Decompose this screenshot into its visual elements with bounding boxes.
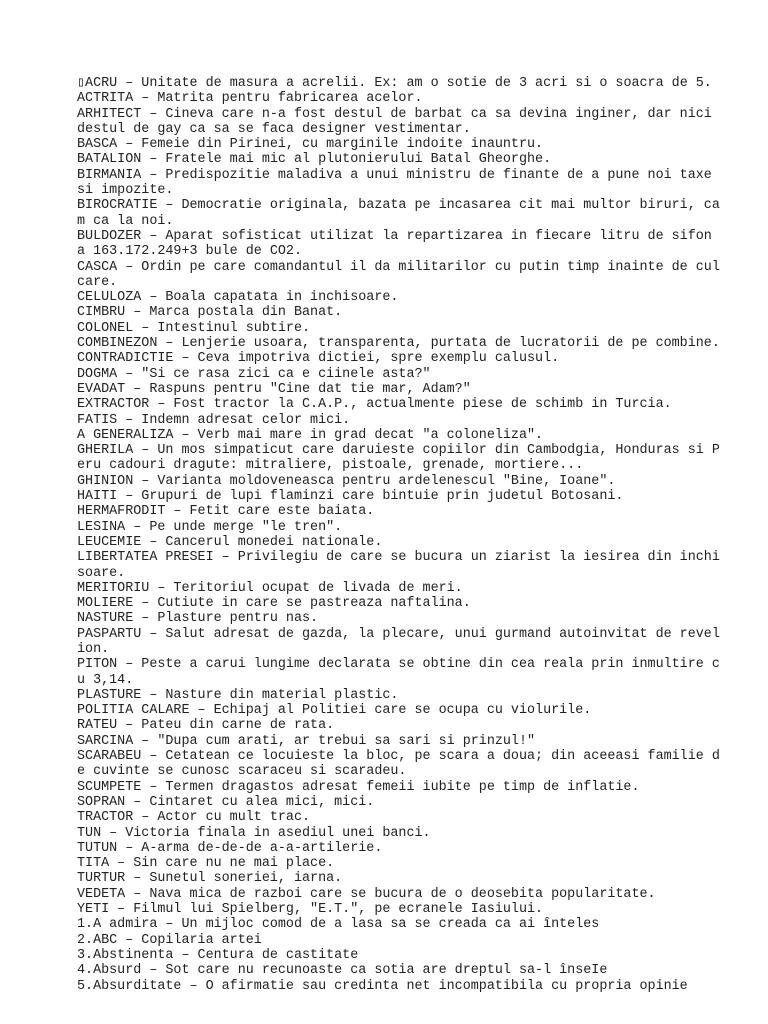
text-line: NASTURE – Plasture pentru nas. — [77, 611, 319, 627]
text-line: BATALION – Fratele mai mic al plutonierului Batal Gheorghe. — [77, 152, 552, 168]
text-line: si impozite. — [77, 183, 174, 199]
text-line: ACTRITA – Matrita pentru fabricarea acelor. — [77, 91, 423, 107]
text-line: HERMAFRODIT – Fetit care este baiata. — [77, 504, 375, 520]
text-line: DOGMA – "Si ce rasa zici ca e ciinele asta?" — [77, 366, 431, 382]
text-line: u 3,14. — [77, 672, 134, 688]
text-line: CIMBRU – Marca postala din Banat. — [77, 305, 343, 321]
text-line: EVADAT – Raspuns pentru "Cine dat tie mar, Adam?" — [77, 381, 471, 397]
text-line: FATIS – Indemn adresat celor mici. — [77, 412, 351, 428]
text-line: SARCINA – "Dupa cum arati, ar trebui sa sari si prinzul!" — [77, 733, 536, 749]
text-line: COLONEL – Intestinul subtire. — [77, 320, 311, 336]
text-line: ion. — [77, 641, 110, 657]
text-line: PLASTURE – Nasture din material plastic. — [77, 687, 399, 703]
text-line: BASCA – Femeie din Pirinei, cu marginile indoite inauntru. — [77, 137, 544, 153]
document-text — [77, 76, 767, 994]
text-line: CELULOZA – Boala capatata in inchisoare. — [77, 290, 399, 306]
text-line: MERITORIU – Teritoriul ocupat de livada de meri. — [77, 580, 463, 596]
text-line: TURTUR – Sunetul soneriei, iarna. — [77, 871, 343, 887]
text-line: GHINION – Varianta moldoveneasca pentru ardelenescul "Bine, Ioane". — [77, 473, 616, 489]
text-line: ARHITECT – Cineva care n-a fost destul de barbat ca sa devina inginer, dar nici — [77, 106, 712, 122]
text-line: POLITIA CALARE – Echipaj al Politiei care se ocupa cu violurile. — [77, 703, 592, 719]
text-line: CONTRADICTIE – Ceva impotriva dictiei, spre exemplu calusul. — [77, 351, 560, 367]
text-line: BIRMANIA – Predispozitie maladiva a unui ministru de finante de a pune noi taxe — [77, 167, 712, 183]
text-line: 5.Absurditate – O afirmatie sau credinta net incompatibila cu propria opinie — [77, 978, 688, 994]
text-line: PITON – Peste a carui lungime declarata se obtine din cea reala prin inmultire c — [77, 657, 720, 673]
text-line: m ca la noi. — [77, 213, 174, 229]
text-line: A GENERALIZA – Verb mai mare in grad decat "a coloneliza". — [77, 427, 544, 443]
text-line: SOPRAN – Cintaret cu alea mici, mici. — [77, 794, 375, 810]
text-line: care. — [77, 274, 118, 290]
text-line: EXTRACTOR – Fost tractor la C.A.P., actualmente piese de schimb in Turcia. — [77, 397, 672, 413]
text-line: TUTUN – A-arma de-de-de a-a-artilerie. — [77, 840, 383, 856]
text-line: BIROCRATIE – Democratie originala, bazata pe incasarea cit mai multor biruri, ca — [77, 198, 720, 214]
text-line: COMBINEZON – Lenjerie usoara, transparenta, purtata de lucratorii de pe combine. — [77, 336, 720, 352]
text-line: destul de gay ca sa se faca designer vestimentar. — [77, 121, 471, 137]
text-line: 1.A admira – Un mijloc comod de a lasa sa se creada ca ai înteles — [77, 917, 600, 933]
text-line: VEDETA – Nava mica de razboi care se bucura de o deosebita popularitate. — [77, 886, 656, 902]
text-line: TRACTOR – Actor cu mult trac. — [77, 810, 311, 826]
text-line: HAITI – Grupuri de lupi flaminzi care bintuie prin judetul Botosani. — [77, 489, 624, 505]
text-line: eru cadouri dragute: mitraliere, pistoale, grenade, mortiere... — [77, 458, 584, 474]
text-line: YETI – Filmul lui Spielberg, "E.T.", pe ecranele Iasiului. — [77, 902, 544, 918]
text-line: 3.Abstinenta – Centura de castitate — [77, 947, 359, 963]
text-line: LESINA – Pe unde merge "le tren". — [77, 519, 343, 535]
text-line: SCARABEU – Cetatean ce locuieste la bloc, pe scara a doua; din aceeasi familie d — [77, 749, 720, 765]
text-line: PASPARTU – Salut adresat de gazda, la plecare, unui gurmand autoinvitat de revel — [77, 626, 720, 642]
text-line: a 163.172.249+3 bule de CO2. — [77, 244, 302, 260]
text-line: e cuvinte se cunosc scaraceu si scaradeu. — [77, 764, 407, 780]
text-line: ▯ACRU – Unitate de masura a acrelii. Ex: am o sotie de 3 acri si o soacra de 5. — [77, 76, 712, 91]
text-line: SCUMPETE – Termen dragastos adresat femeii iubite pe timp de inflatie. — [77, 779, 640, 795]
text-line: CASCA – Ordin pe care comandantul il da militarilor cu putin timp inainte de cul — [77, 259, 720, 275]
text-line: MOLIERE – Cutiute in care se pastreaza naftalina. — [77, 596, 471, 612]
text-line: 2.ABC – Copilaria artei — [77, 932, 262, 948]
text-line: 4.Absurd – Sot care nu recunoaste ca sotia are dreptul sa-l înseIe — [77, 963, 608, 979]
text-line: GHERILA – Un mos simpaticut care daruieste copiilor din Cambodgia, Honduras si P — [77, 443, 720, 459]
text-line: soare. — [77, 565, 126, 581]
text-line: BULDOZER – Aparat sofisticat utilizat la repartizarea in fiecare litru de sifon — [77, 228, 712, 244]
text-line: LIBERTATEA PRESEI – Privilegiu de care se bucura un ziarist la iesirea din inchi — [77, 550, 720, 566]
text-line: TITA – Sin care nu ne mai place. — [77, 856, 335, 872]
text-line: RATEU – Pateu din carne de rata. — [77, 718, 335, 734]
text-line: LEUCEMIE – Cancerul monedei nationale. — [77, 534, 383, 550]
text-line: TUN – Victoria finala in asediul unei banci. — [77, 825, 431, 841]
